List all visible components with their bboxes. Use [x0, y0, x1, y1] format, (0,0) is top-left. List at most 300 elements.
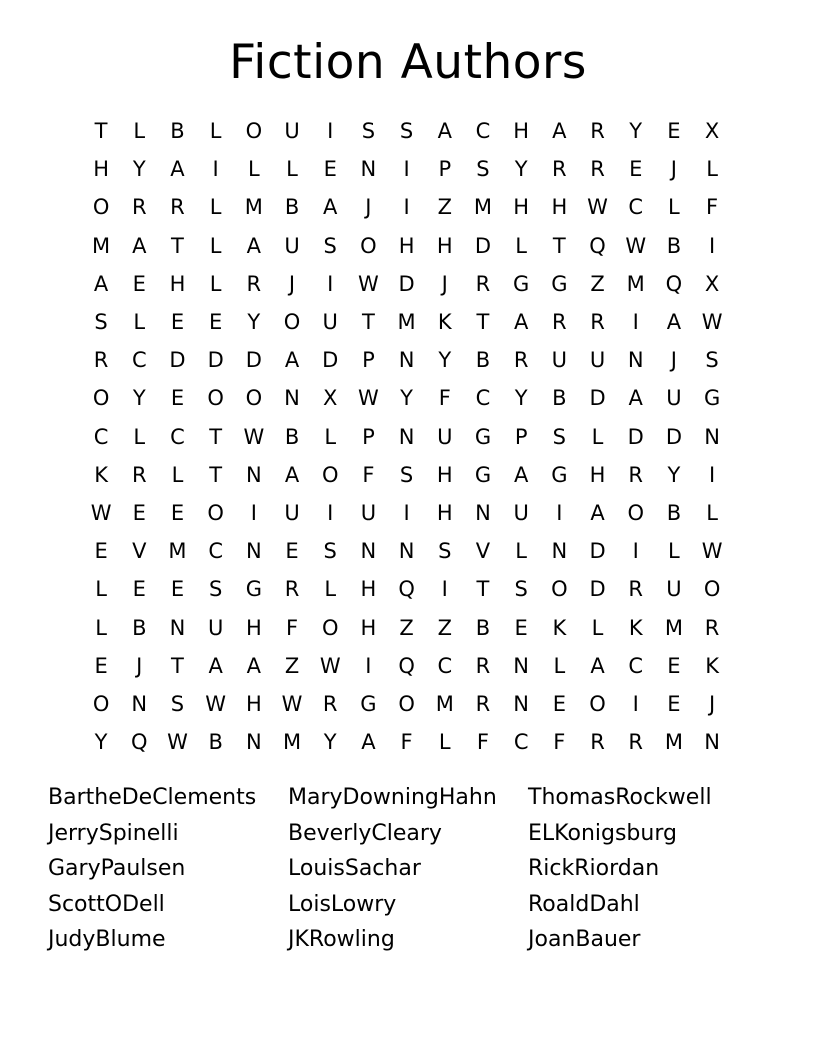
grid-letter: O — [321, 462, 339, 487]
grid-letter: A — [513, 310, 529, 335]
grid-letter: R — [628, 577, 644, 602]
grid-letter: C — [628, 195, 644, 220]
grid-letter: N — [551, 539, 568, 564]
grid-letter: R — [513, 348, 529, 373]
grid-letter: B — [208, 730, 223, 755]
grid-letter: W — [701, 539, 723, 564]
word-list-item: ELKonigsburg — [528, 820, 677, 846]
grid-letter: E — [323, 157, 337, 182]
grid-letter: J — [708, 691, 716, 716]
grid-letter: A — [170, 157, 185, 182]
grid-letter: L — [591, 615, 604, 640]
grid-letter: F — [362, 462, 375, 487]
grid-letter: U — [666, 577, 682, 602]
grid-letter: U — [284, 500, 300, 525]
grid-row — [82, 570, 732, 608]
grid-letter: E — [132, 500, 146, 525]
grid-letter: Y — [438, 348, 452, 373]
grid-letter: J — [288, 271, 296, 296]
grid-letter: J — [670, 157, 677, 182]
grid-letter: C — [131, 348, 147, 373]
grid-letter: Z — [399, 615, 414, 640]
grid-letter: I — [327, 119, 334, 144]
grid-letter: N — [704, 730, 720, 755]
grid-letter: N — [360, 157, 377, 182]
grid-letter: Z — [437, 195, 452, 220]
grid-letter: Q — [398, 577, 415, 602]
grid-letter: T — [209, 424, 223, 449]
grid-letter: E — [629, 157, 643, 182]
grid-letter: S — [323, 233, 337, 258]
grid-letter: Q — [665, 271, 683, 296]
grid-letter: O — [245, 386, 263, 411]
grid-letter: L — [515, 539, 527, 564]
grid-letter: N — [245, 539, 262, 564]
grid-letter: H — [589, 462, 606, 487]
grid-letter: B — [666, 233, 682, 258]
grid-letter: H — [245, 691, 262, 716]
grid-letter: L — [324, 577, 337, 602]
grid-letter: D — [398, 271, 415, 296]
grid-letter: N — [245, 462, 262, 487]
grid-letter: O — [627, 500, 644, 525]
grid-letter: L — [324, 424, 337, 449]
grid-letter: S — [514, 577, 528, 602]
grid-letter: L — [209, 119, 222, 144]
grid-letter: C — [170, 424, 185, 449]
grid-letter: Z — [437, 615, 452, 640]
grid-letter: N — [398, 539, 415, 564]
grid-letter: U — [207, 615, 224, 640]
grid-letter: A — [246, 233, 262, 258]
grid-letter: L — [706, 500, 718, 525]
grid-letter: M — [664, 615, 683, 640]
grid-letter: N — [169, 615, 186, 640]
grid-letter: I — [250, 500, 257, 525]
grid-letter: F — [476, 730, 490, 755]
grid-letter: G — [551, 271, 568, 296]
grid-letter: U — [666, 386, 682, 411]
grid-letter: I — [708, 233, 716, 258]
grid-letter: I — [327, 271, 334, 296]
grid-letter: T — [171, 233, 184, 258]
grid-letter: N — [360, 539, 377, 564]
grid-row — [82, 188, 732, 226]
grid-letter: L — [553, 653, 566, 678]
grid-letter: G — [551, 462, 568, 487]
grid-letter: K — [94, 462, 108, 487]
grid-row — [82, 227, 732, 265]
grid-letter: N — [513, 691, 530, 716]
grid-letter: L — [438, 730, 451, 755]
grid-letter: E — [170, 577, 185, 602]
grid-letter: W — [243, 424, 265, 449]
grid-letter: A — [552, 119, 567, 144]
grid-letter: G — [703, 386, 721, 411]
grid-letter: X — [323, 386, 338, 411]
grid-letter: L — [95, 615, 107, 640]
grid-letter: M — [244, 195, 263, 220]
grid-letter: O — [589, 691, 606, 716]
grid-letter: R — [590, 310, 605, 335]
grid-letter: A — [208, 653, 223, 678]
grid-letter: E — [94, 539, 108, 564]
grid-letter: B — [132, 615, 147, 640]
grid-row — [82, 608, 732, 646]
grid-letter: E — [285, 539, 299, 564]
grid-letter: E — [514, 615, 528, 640]
grid-letter: A — [590, 653, 605, 678]
grid-letter: D — [665, 424, 682, 449]
grid-letter: A — [590, 500, 605, 525]
word-list-item: JKRowling — [288, 927, 395, 952]
grid-letter: G — [474, 424, 492, 449]
grid-letter: O — [321, 615, 339, 640]
grid-letter: G — [513, 271, 530, 296]
grid-letter: G — [360, 691, 377, 716]
grid-row — [82, 112, 732, 150]
grid-letter: T — [171, 653, 184, 678]
grid-letter: S — [361, 119, 376, 144]
grid-letter: F — [285, 615, 299, 640]
grid-letter: N — [704, 424, 720, 449]
grid-letter: L — [133, 310, 146, 335]
grid-row — [82, 379, 732, 417]
grid-letter: M — [473, 195, 493, 220]
grid-letter: F — [706, 195, 719, 220]
grid-letter: L — [286, 157, 298, 182]
grid-letter: L — [209, 195, 222, 220]
grid-letter: O — [703, 577, 721, 602]
grid-letter: O — [398, 691, 415, 716]
grid-letter: N — [245, 730, 262, 755]
letter-grid — [82, 112, 732, 762]
grid-letter: R — [475, 691, 491, 716]
grid-letter: W — [358, 271, 379, 296]
grid-letter: T — [552, 233, 566, 258]
grid-letter: D — [627, 424, 644, 449]
grid-letter: O — [551, 577, 568, 602]
grid-letter: L — [668, 539, 680, 564]
grid-letter: R — [552, 157, 567, 182]
grid-letter: W — [319, 653, 341, 678]
grid-letter: P — [514, 424, 528, 449]
grid-row — [82, 265, 732, 303]
grid-letter: H — [551, 195, 568, 220]
grid-letter: A — [246, 653, 262, 678]
grid-letter: H — [436, 233, 453, 258]
grid-letter: P — [362, 348, 375, 373]
grid-letter: T — [94, 119, 108, 144]
grid-letter: Y — [132, 386, 146, 411]
grid-letter: C — [628, 653, 644, 678]
grid-letter: J — [136, 653, 143, 678]
grid-row — [82, 418, 732, 456]
grid-letter: L — [209, 233, 222, 258]
grid-letter: H — [169, 271, 186, 296]
grid-letter: K — [705, 653, 719, 678]
grid-letter: C — [437, 653, 453, 678]
grid-letter: D — [589, 577, 606, 602]
grid-letter: S — [399, 462, 414, 487]
grid-letter: B — [284, 424, 300, 449]
grid-letter: E — [170, 310, 185, 335]
grid-letter: N — [284, 386, 300, 411]
grid-row — [82, 341, 732, 379]
grid-letter: I — [632, 310, 639, 335]
grid-letter: W — [167, 730, 188, 755]
grid-letter: V — [475, 539, 491, 564]
grid-letter: L — [706, 157, 718, 182]
grid-letter: L — [171, 462, 184, 487]
grid-letter: J — [670, 348, 677, 373]
grid-letter: S — [705, 348, 719, 373]
grid-letter: O — [207, 500, 224, 525]
grid-letter: Y — [247, 310, 261, 335]
grid-letter: S — [170, 691, 185, 716]
grid-letter: R — [246, 271, 262, 296]
grid-letter: S — [94, 310, 108, 335]
grid-letter: I — [403, 500, 410, 525]
grid-letter: M — [282, 730, 302, 755]
grid-letter: R — [475, 271, 491, 296]
grid-letter: H — [513, 119, 530, 144]
grid-letter: O — [360, 233, 377, 258]
grid-letter: F — [400, 730, 413, 755]
grid-letter: U — [322, 310, 338, 335]
grid-letter: G — [474, 462, 492, 487]
grid-letter: U — [360, 500, 377, 525]
word-list-item: MaryDowningHahn — [288, 785, 497, 810]
grid-letter: A — [437, 119, 452, 144]
grid-letter: P — [362, 424, 375, 449]
word-list — [48, 780, 768, 958]
grid-letter: R — [628, 462, 644, 487]
grid-letter: H — [398, 233, 415, 258]
grid-letter: L — [668, 195, 680, 220]
grid-letter: E — [667, 653, 681, 678]
grid-letter: Y — [667, 462, 681, 487]
grid-letter: A — [628, 386, 643, 411]
grid-letter: C — [513, 730, 529, 755]
grid-letter: N — [513, 653, 530, 678]
grid-letter: Y — [400, 386, 413, 411]
grid-letter: F — [438, 386, 451, 411]
grid-letter: N — [475, 500, 491, 525]
word-list-item: LouisSachar — [288, 856, 421, 881]
grid-letter: D — [474, 233, 492, 258]
page-title: Fiction Authors — [229, 35, 587, 90]
grid-letter: W — [358, 386, 379, 411]
grid-letter: D — [589, 539, 606, 564]
grid-letter: S — [552, 424, 567, 449]
grid-letter: A — [132, 233, 147, 258]
grid-row — [82, 150, 732, 188]
grid-letter: X — [704, 271, 720, 296]
word-list-item: RoaldDahl — [528, 891, 640, 917]
grid-letter: I — [632, 691, 639, 716]
grid-letter: P — [438, 157, 452, 182]
grid-letter: S — [399, 119, 414, 144]
grid-letter: Y — [323, 730, 337, 755]
grid-letter: N — [398, 348, 415, 373]
grid-letter: I — [708, 462, 716, 487]
grid-letter: E — [132, 271, 146, 296]
grid-letter: W — [701, 310, 723, 335]
grid-letter: H — [513, 195, 530, 220]
grid-letter: M — [435, 691, 454, 716]
grid-letter: H — [360, 615, 377, 640]
word-list-item: ScottODell — [48, 891, 165, 917]
grid-letter: R — [628, 730, 644, 755]
grid-letter: A — [93, 271, 109, 296]
grid-letter: S — [208, 577, 223, 602]
grid-letter: H — [436, 462, 453, 487]
grid-letter: Y — [132, 157, 146, 182]
grid-letter: R — [284, 577, 300, 602]
grid-letter: W — [90, 500, 112, 525]
grid-letter: D — [207, 348, 224, 373]
word-list-item: BartheDeClements — [48, 785, 257, 810]
grid-letter: N — [131, 691, 148, 716]
grid-letter: O — [207, 386, 224, 411]
grid-letter: D — [589, 386, 606, 411]
grid-letter: D — [322, 348, 339, 373]
grid-letter: D — [245, 348, 262, 373]
grid-letter: R — [590, 730, 605, 755]
grid-letter: H — [436, 500, 453, 525]
grid-letter: L — [247, 157, 260, 182]
grid-letter: L — [591, 424, 604, 449]
grid-letter: J — [441, 271, 448, 296]
grid-letter: E — [552, 691, 566, 716]
grid-letter: I — [327, 500, 334, 525]
grid-letter: K — [552, 615, 567, 640]
grid-letter: R — [475, 653, 491, 678]
word-list-item: ThomasRockwell — [528, 785, 712, 810]
grid-letter: A — [513, 462, 529, 487]
grid-letter: U — [437, 424, 453, 449]
grid-letter: Q — [589, 233, 606, 258]
grid-row — [82, 456, 732, 494]
word-list-item: RickRiordan — [528, 856, 660, 881]
grid-letter: R — [590, 119, 605, 144]
grid-letter: C — [475, 119, 491, 144]
grid-letter: B — [170, 119, 185, 144]
grid-letter: R — [131, 462, 147, 487]
grid-letter: R — [704, 615, 720, 640]
grid-letter: S — [438, 539, 452, 564]
grid-letter: Z — [590, 271, 605, 296]
grid-letter: D — [169, 348, 186, 373]
grid-letter: O — [92, 691, 110, 716]
grid-letter: A — [323, 195, 338, 220]
grid-letter: Y — [94, 730, 108, 755]
grid-letter: L — [133, 119, 146, 144]
grid-letter: N — [398, 424, 415, 449]
grid-letter: K — [628, 615, 643, 640]
grid-row — [82, 647, 732, 685]
grid-letter: U — [551, 348, 568, 373]
grid-letter: B — [475, 348, 491, 373]
grid-letter: E — [209, 310, 223, 335]
grid-letter: K — [437, 310, 452, 335]
grid-letter: L — [209, 271, 222, 296]
grid-letter: A — [361, 730, 376, 755]
grid-letter: I — [212, 157, 219, 182]
grid-letter: O — [92, 386, 110, 411]
grid-letter: Q — [131, 730, 148, 755]
grid-letter: E — [667, 119, 681, 144]
grid-row — [82, 685, 732, 723]
grid-letter: X — [704, 119, 720, 144]
grid-letter: R — [131, 195, 147, 220]
grid-row — [82, 494, 732, 532]
grid-letter: A — [666, 310, 682, 335]
grid-letter: I — [403, 157, 410, 182]
grid-letter: G — [245, 577, 262, 602]
grid-letter: H — [93, 157, 109, 182]
grid-letter: A — [284, 348, 300, 373]
grid-letter: L — [515, 233, 527, 258]
grid-letter: B — [552, 386, 567, 411]
grid-letter: B — [475, 615, 491, 640]
grid-letter: V — [132, 539, 147, 564]
grid-letter: T — [476, 310, 490, 335]
grid-letter: H — [360, 577, 377, 602]
grid-letter: R — [590, 157, 605, 182]
grid-letter: O — [283, 310, 301, 335]
grid-letter: I — [632, 539, 639, 564]
grid-letter: Q — [398, 653, 415, 678]
grid-letter: O — [92, 195, 110, 220]
grid-letter: A — [284, 462, 300, 487]
grid-letter: L — [95, 577, 107, 602]
word-list-item: JerrySpinelli — [48, 820, 179, 846]
grid-letter: L — [133, 424, 146, 449]
grid-row — [82, 303, 732, 341]
word-list-item: GaryPaulsen — [48, 856, 186, 881]
grid-letter: M — [664, 730, 683, 755]
word-list-item: JudyBlume — [48, 927, 166, 952]
grid-letter: E — [94, 653, 108, 678]
grid-letter: U — [589, 348, 606, 373]
grid-letter: E — [667, 691, 681, 716]
grid-letter: I — [365, 653, 372, 678]
grid-letter: Y — [514, 386, 528, 411]
word-list-item: BeverlyCleary — [288, 820, 442, 846]
grid-letter: W — [281, 691, 303, 716]
grid-letter: C — [208, 539, 223, 564]
grid-letter: I — [441, 577, 448, 602]
grid-letter: I — [556, 500, 563, 525]
grid-letter: R — [322, 691, 338, 716]
grid-letter: F — [553, 730, 566, 755]
grid-row — [82, 723, 732, 761]
grid-letter: Y — [629, 119, 643, 144]
grid-letter: U — [513, 500, 529, 525]
grid-letter: W — [205, 691, 227, 716]
grid-letter: R — [552, 310, 567, 335]
grid-letter: H — [245, 615, 262, 640]
word-list-item: JoanBauer — [528, 927, 641, 952]
grid-letter: W — [625, 233, 647, 258]
grid-letter: E — [170, 500, 185, 525]
grid-letter: T — [361, 310, 375, 335]
grid-letter: M — [92, 233, 111, 258]
grid-letter: Y — [514, 157, 528, 182]
grid-letter: S — [476, 157, 490, 182]
